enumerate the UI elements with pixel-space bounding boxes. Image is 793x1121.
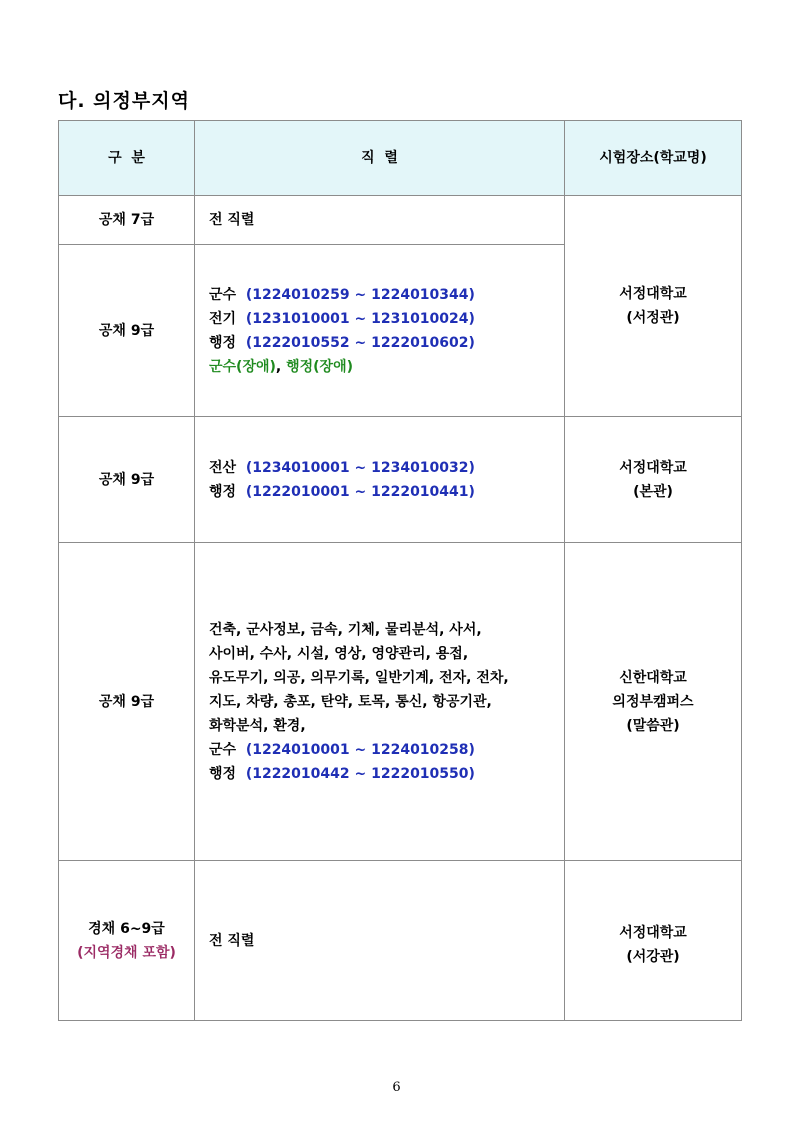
category-note: (지역경채 포함) — [77, 944, 176, 961]
row-category: 공채 9급 — [59, 245, 195, 417]
row-category — [59, 861, 195, 1021]
disabled-job: 군수(장애) — [209, 358, 276, 375]
job-name: 군수 — [209, 286, 237, 303]
category-label: 경채 6~9급 — [88, 920, 165, 937]
job-list-line: 사이버, 수사, 시설, 영상, 영양관리, 용접, — [209, 645, 469, 662]
table-header-row — [59, 121, 742, 196]
exam-number-range: (1224010001 ~ 1224010258) — [245, 741, 475, 758]
exam-number-range: (1222010552 ~ 1222010602) — [245, 334, 475, 351]
table-row — [59, 861, 742, 1021]
venue-cell — [565, 543, 742, 861]
header-venue: 시험장소(학교명) — [565, 121, 742, 196]
row-jobs — [195, 417, 565, 543]
venue-building: (말씀관) — [626, 717, 680, 734]
venue-building: (서정관) — [626, 310, 680, 326]
job-list-line: 지도, 차량, 총포, 탄약, 토목, 통신, 항공기관, — [209, 693, 492, 710]
venue-cell — [565, 196, 742, 417]
job-line — [209, 283, 563, 307]
row-category: 공채 7급 — [59, 196, 195, 245]
exam-number-range: (1224010259 ~ 1224010344) — [245, 286, 475, 303]
venue-name: 서정대학교 — [619, 459, 687, 476]
exam-number-range: (1222010442 ~ 1222010550) — [245, 765, 475, 782]
row-jobs — [195, 543, 565, 861]
exam-venue-table — [58, 120, 742, 1021]
job-list-line: 건축, 군사정보, 금속, 기체, 물리분석, 사서, — [209, 621, 482, 638]
disabled-job: 행정(장애) — [286, 358, 354, 375]
exam-number-range: (1234010001 ~ 1234010032) — [245, 459, 475, 476]
table-row — [59, 196, 742, 245]
header-jobs: 직 렬 — [195, 121, 565, 196]
row-category: 공채 9급 — [59, 417, 195, 543]
section-title: 다. 의정부지역 — [58, 90, 190, 112]
job-line — [209, 480, 563, 504]
exam-number-range: (1222010001 ~ 1222010441) — [245, 483, 475, 500]
row-jobs — [195, 245, 565, 417]
row-category: 공채 9급 — [59, 543, 195, 861]
header-category: 구 분 — [59, 121, 195, 196]
venue-cell — [565, 417, 742, 543]
row-jobs: 전 직렬 — [195, 861, 565, 1021]
page-number: 6 — [392, 1080, 401, 1095]
table-row — [59, 417, 742, 543]
venue-building: (서강관) — [626, 949, 680, 965]
row-jobs: 전 직렬 — [195, 196, 565, 245]
job-line — [209, 307, 563, 331]
job-line — [209, 456, 563, 480]
job-name: 행정 — [209, 334, 237, 351]
venue-cell — [565, 861, 742, 1021]
job-name: 전산 — [209, 459, 237, 476]
venue-building: (본관) — [633, 483, 673, 500]
job-name: 행정 — [209, 483, 237, 500]
venue-name: 서정대학교 — [619, 286, 687, 302]
job-line — [209, 738, 563, 762]
venue-name: 신한대학교 — [619, 669, 687, 686]
separator: , — [275, 358, 282, 375]
table-row — [59, 543, 742, 861]
job-list-line: 화학분석, 환경, — [209, 717, 306, 734]
job-name: 군수 — [209, 741, 237, 758]
job-line-disabled — [209, 355, 563, 379]
job-name: 행정 — [209, 765, 237, 782]
job-name: 전기 — [209, 310, 237, 327]
job-list-line: 유도무기, 의공, 의무기록, 일반기계, 전자, 전차, — [209, 669, 509, 686]
venue-name: 서정대학교 — [619, 925, 687, 941]
job-line — [209, 762, 563, 786]
exam-number-range: (1231010001 ~ 1231010024) — [245, 310, 475, 327]
job-line — [209, 331, 563, 355]
venue-campus: 의정부캠퍼스 — [612, 693, 694, 710]
